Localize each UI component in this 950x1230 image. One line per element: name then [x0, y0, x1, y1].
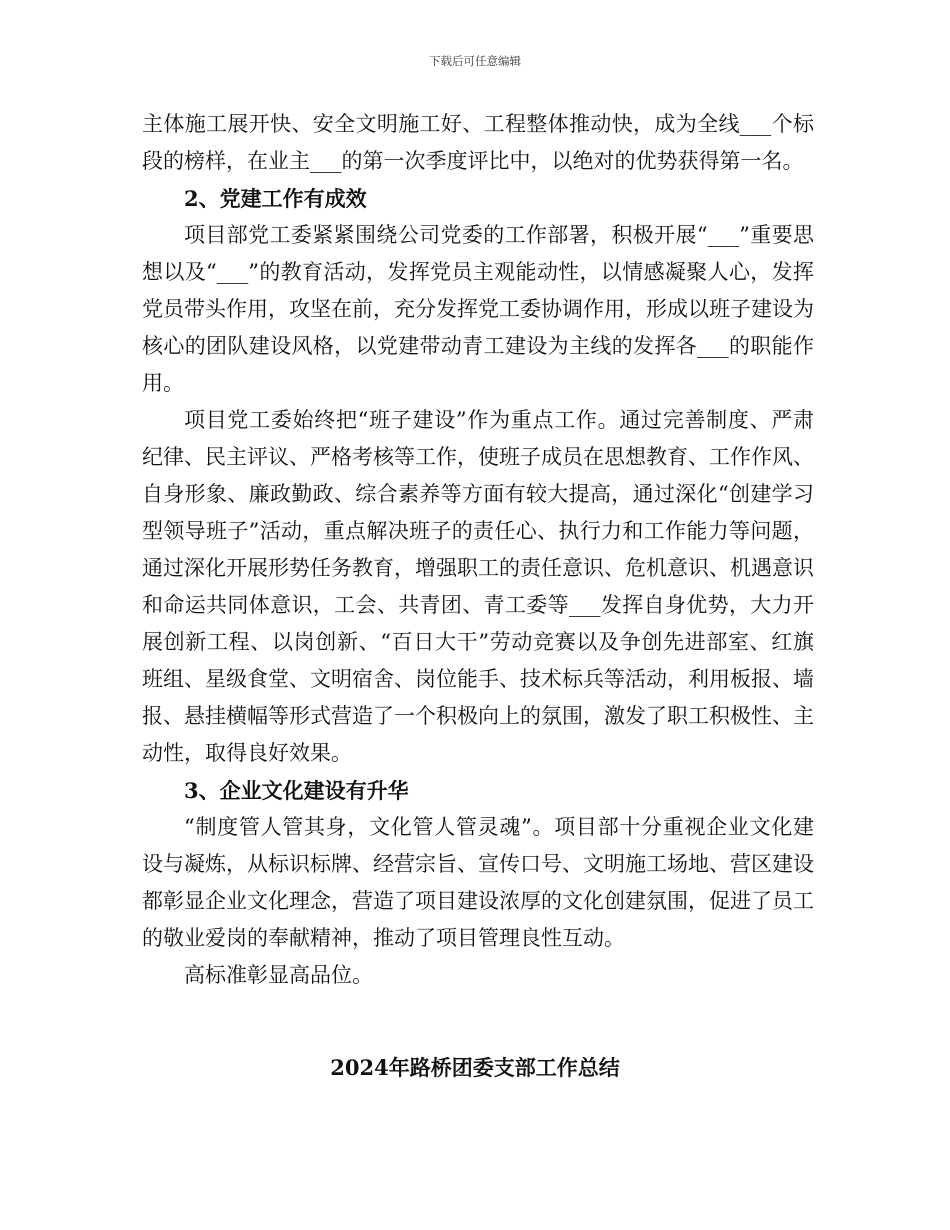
document-body	[142, 106, 814, 994]
paragraph-continuation: 主体施工展开快、安全文明施工好、工程整体推动快，成为全线___个标段的榜样，在业主___的第一次季度评比中，以绝对的优势获得第一名。	[142, 112, 814, 173]
paragraph-team-building: 项目党工委始终把“班子建设”作为重点工作。通过完善制度、严肃纪律、民主评议、严格考核等工作，使班子成员在思想教育、工作作风、自身形象、廉政勤政、综合素养等方面有较大提高，通过深化“创建学习型领导班子”活动，重点解决班子的责任心、执行力和工作能力等问题，通过深化开展形势任务教育，增强职工的责任意识、危机意识、机遇意识和命运共同体意识，工会、共青团、青工委等___发挥自身优势，大力开展创新工程、以岗创新、“百日大干”劳动竞赛以及争创先进部室、红旗班组、星级食堂、文明宿舍、岗位能手、技术标兵等活动，利用板报、墙报、悬挂横幅等形式营造了一个积极向上的氛围，激发了职工积极性、主动性，取得良好效果。	[142, 408, 814, 765]
paragraph-high-standard: 高标准彰显高品位。	[184, 963, 373, 987]
paragraph-party-committee: 项目部党工委紧紧围绕公司党委的工作部署，积极开展“___”重要思想以及“___”的教育活动，发挥党员主观能动性，以情感凝聚人心，发挥党员带头作用，攻坚在前，充分发挥党工委协调作用，形成以班子建设为核心的团队建设风格，以党建带动青工建设为主线的发挥各___的职能作用。	[142, 223, 814, 395]
paragraph-culture: “制度管人管其身，文化管人管灵魂”。项目部十分重视企业文化建设与凝炼，从标识标牌、经营宗旨、宣传口号、文明施工场地、营区建设都彰显企业文化理念，营造了项目建设浓厚的文化创建氛围，促进了员工的敬业爱岗的奉献精神，推动了项目管理良性互动。	[142, 815, 814, 950]
document-title: 2024年路桥团委支部工作总结	[330, 1055, 620, 1080]
section-heading-corporate-culture: 3、企业文化建设有升华	[184, 778, 409, 803]
page-header-note: 下载后可任意编辑	[429, 54, 521, 68]
section-heading-party-building: 2、党建工作有成效	[184, 186, 367, 211]
